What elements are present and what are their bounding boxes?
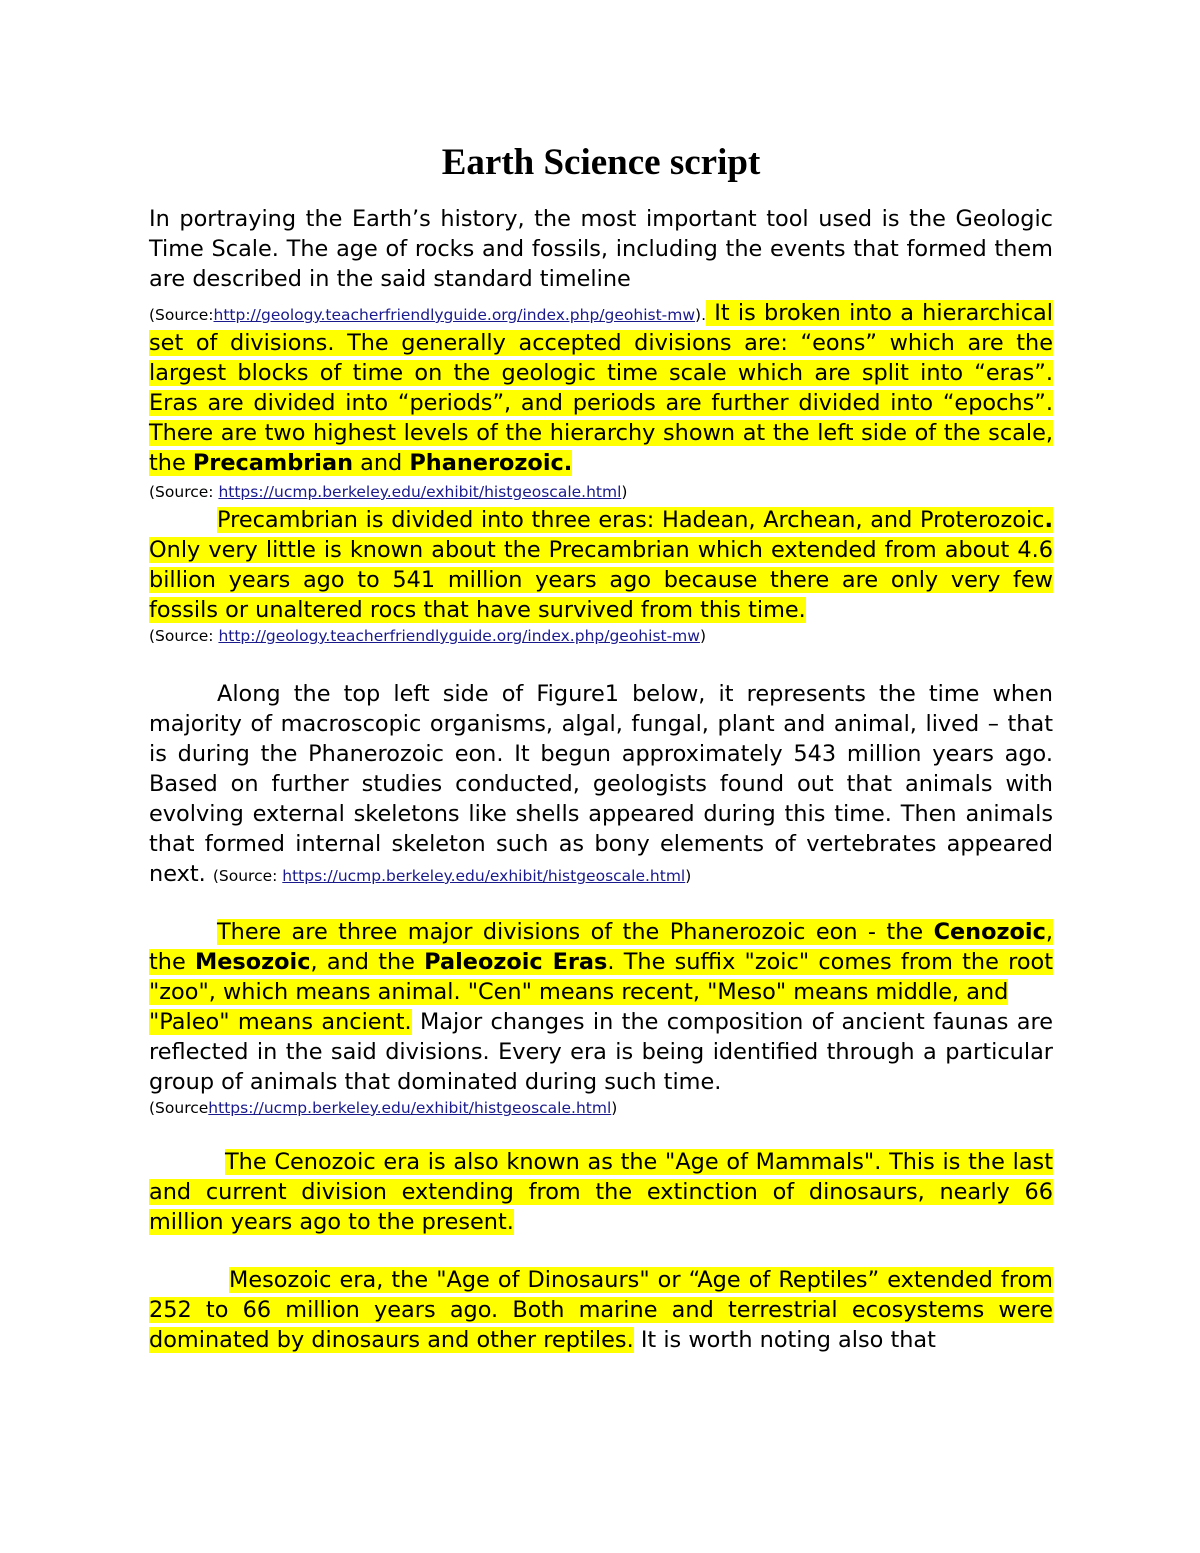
source-prefix: (Source [149, 1099, 209, 1117]
term-phanerozoic: Phanerozoic. [409, 450, 573, 476]
paragraph-eras-continued [149, 1007, 1053, 1097]
source-suffix: ) [621, 483, 628, 501]
highlighted-text: There are three major divisions of the Phanerozoic eon - the [217, 919, 934, 945]
source-line-ucmp [149, 481, 1053, 503]
source-suffix: ) [699, 627, 707, 645]
source-link-ucmp[interactable]: https://ucmp.berkeley.edu/exhibit/histgeoscale.html [218, 483, 622, 501]
paragraph-precambrian [149, 505, 1053, 625]
term-cenozoic: Cenozoic [933, 919, 1046, 945]
paragraph-divisions [149, 298, 1053, 478]
highlighted-text: It is broken into a hierarchical set of divisions. The generally accepted divisions are: “eons” which are the largest blocks of time on the geologic time scale which are split into “eras”. Eras are divided into “periods”, and periods are further divided into “epochs”. There are two highest levels of the hierarchy shown at the left side of the scale, the [149, 300, 1053, 476]
body-text: It is worth noting also that [633, 1327, 936, 1353]
source-suffix: ) [685, 867, 692, 885]
highlighted-text: . The suffix "zoic" comes from the root "zoo", which means animal. "Cen" means recent, "Meso" means middle, and [149, 949, 1054, 1005]
paragraph-mesozoic [149, 1265, 1053, 1355]
blank-line [149, 889, 1053, 917]
highlighted-text: , and the [310, 949, 425, 975]
highlighted-text: , the [149, 919, 1053, 975]
source-suffix: ). [695, 306, 707, 324]
blank-line [149, 647, 1053, 677]
document-body [149, 140, 1053, 1355]
highlighted-text: "Paleo" means ancient. [149, 1009, 412, 1035]
source-line-teacherfriendlyguide [149, 625, 1053, 647]
source-prefix: (Source: [149, 627, 219, 645]
document-title: Earth Science script [441, 142, 761, 183]
blank-line [149, 1237, 1053, 1265]
intro-text: In portraying the Earth’s history, the most important tool used is the Geologic Time Scale. The age of rocks and fossils, including the events that formed them are described in the said standard timeline [149, 206, 1053, 292]
source-line-ucmp [149, 1097, 1053, 1119]
source-suffix: ) [611, 1099, 618, 1117]
source-prefix: (Source: [149, 483, 219, 501]
paragraph-eras [149, 917, 1053, 1007]
conjunction-text: and [353, 450, 410, 476]
body-text: Along the top left side of Figure1 below, it represents the time when majority of macroscopic organisms, algal, fungal, plant and animal, lived – that is during the Phanerozoic eon. It begun approximately 543 million years ago. Based on further studies conducted, geologists found out that animals with evolving external skeletons like shells appeared during this time. Then animals that formed internal skeleton such as bony elements of vertebrates appeared next. [149, 681, 1053, 887]
source-link-teacherfriendlyguide[interactable]: http://geology.teacherfriendlyguide.org/index.php/geohist-mw [218, 627, 700, 645]
paragraph-intro [149, 204, 1053, 294]
source-prefix: (Source: [149, 306, 214, 324]
term-precambrian: Precambrian [192, 450, 354, 476]
blank-line [149, 1119, 1053, 1147]
source-link-ucmp[interactable]: https://ucmp.berkeley.edu/exhibit/histgeoscale.html [208, 1099, 612, 1117]
source-link-teacherfriendlyguide[interactable]: http://geology.teacherfriendlyguide.org/index.php/geohist-mw [213, 306, 696, 324]
term-mesozoic: Mesozoic [194, 949, 311, 975]
source-prefix: (Source: [212, 867, 283, 885]
source-link-ucmp[interactable]: https://ucmp.berkeley.edu/exhibit/histgeoscale.html [282, 867, 686, 885]
highlighted-text: The Cenozoic era is also known as the "Age of Mammals". This is the last and current division extending from the extinction of dinosaurs, nearly 66 million years ago to the present. [149, 1149, 1053, 1235]
bold-period: . [1044, 507, 1053, 533]
highlighted-text: Only very little is known about the Precambrian which extended from about 4.6 billion years ago to 541 million years ago because there are only very few fossils or unaltered rocs that have survived from this time. [149, 537, 1053, 623]
paragraph-cenozoic [149, 1147, 1053, 1237]
highlighted-text: Precambrian is divided into three eras: Hadean, Archean, and Proterozoic [217, 507, 1045, 533]
paragraph-phanerozoic [149, 679, 1053, 889]
term-paleozoic: Paleozoic Eras [424, 949, 608, 975]
highlighted-text: Mesozoic era, the "Age of Dinosaurs" or “Age of Reptiles” extended from 252 to 66 million years ago. Both marine and terrestrial ecosystems were dominated by dinosaurs and other reptiles. [149, 1267, 1053, 1353]
body-text: Major changes in the composition of ancient faunas are reflected in the said divisions. Every era is being identified through a particular group of animals that dominated during such time. [149, 1009, 1053, 1095]
